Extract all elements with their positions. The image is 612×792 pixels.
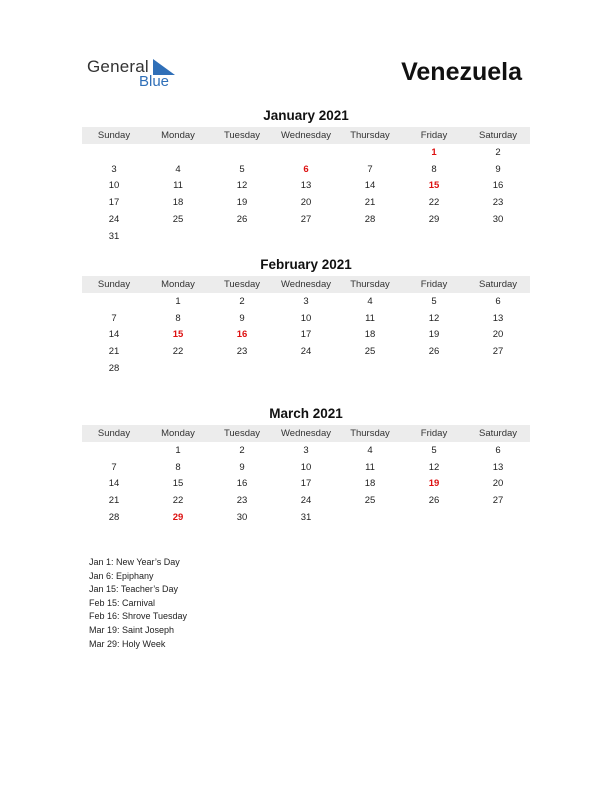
day-cell: 24 [300, 495, 312, 507]
day-cell: 17 [300, 329, 312, 341]
day-cell: 28 [108, 512, 120, 524]
logo-blue-text: Blue [139, 73, 170, 90]
day-cell: 31 [300, 512, 312, 524]
day-cell: 6 [495, 295, 501, 307]
generalblue-logo [87, 57, 187, 93]
day-cell: 20 [492, 329, 504, 341]
day-cell: 5 [431, 295, 437, 307]
day-cell: 22 [172, 346, 184, 358]
holiday-list [89, 556, 187, 651]
day-cell: 12 [428, 312, 440, 324]
month-title: March 2021 [269, 406, 343, 421]
day-cell: 15 [172, 478, 184, 490]
weekday-header-row [82, 276, 530, 293]
weekday-label: Thursday [350, 428, 390, 439]
day-cell: 27 [492, 495, 504, 507]
day-cell: 21 [108, 495, 120, 507]
week-row [82, 228, 530, 245]
day-cell: 13 [492, 312, 504, 324]
day-cell: 3 [303, 295, 309, 307]
day-cell: 3 [303, 444, 309, 456]
day-cell: 22 [172, 495, 184, 507]
day-cell: 10 [108, 180, 120, 192]
week-row [82, 476, 530, 493]
weekday-label: Sunday [97, 130, 131, 141]
holiday-list-item: Jan 6: Epiphany [89, 570, 154, 581]
day-cell: 11 [365, 312, 375, 324]
day-cell: 7 [367, 163, 373, 175]
month-title: January 2021 [263, 108, 349, 123]
day-cell: 29 [428, 214, 440, 226]
day-cell: 2 [239, 295, 245, 307]
day-cell: 16 [492, 180, 504, 192]
day-cell: 30 [492, 214, 504, 226]
day-cell: 21 [364, 197, 376, 209]
weekday-label: Friday [420, 130, 448, 141]
country-title: Venezuela [401, 58, 522, 86]
month-title: February 2021 [260, 257, 352, 272]
weekday-label: Friday [420, 428, 448, 439]
day-cell: 14 [364, 180, 376, 192]
day-cell: 5 [239, 163, 245, 175]
day-cell: 19 [428, 478, 440, 490]
day-cell: 8 [175, 461, 181, 473]
weekday-label: Sunday [97, 428, 131, 439]
logo-general-text: General [87, 57, 149, 76]
day-cell: 11 [365, 461, 375, 473]
weekday-label: Monday [161, 428, 195, 439]
day-cell: 4 [367, 444, 373, 456]
week-row [82, 327, 530, 344]
day-cell: 12 [428, 461, 440, 473]
weekday-label: Tuesday [223, 428, 261, 439]
weekday-label: Monday [161, 279, 195, 290]
holiday-list-item: Mar 19: Saint Joseph [89, 624, 175, 635]
week-row [82, 343, 530, 360]
day-cell: 11 [173, 180, 183, 192]
day-cell: 1 [175, 444, 181, 456]
day-cell: 17 [300, 478, 312, 490]
weekday-label: Wednesday [281, 130, 331, 141]
day-cell: 9 [495, 163, 501, 175]
day-cell: 23 [236, 495, 248, 507]
day-cell: 18 [364, 478, 376, 490]
day-cell: 30 [236, 512, 248, 524]
day-cell: 23 [492, 197, 504, 209]
weekday-label: Thursday [350, 279, 390, 290]
day-cell: 2 [495, 146, 501, 158]
holiday-list-item: Jan 1: New Year’s Day [89, 557, 180, 567]
day-cell: 9 [239, 312, 245, 324]
day-cell: 18 [172, 197, 184, 209]
week-row [82, 459, 530, 476]
weekday-label: Thursday [350, 130, 390, 141]
weekday-label: Saturday [478, 428, 518, 439]
holiday-list-item: Mar 29: Holy Week [89, 638, 166, 649]
week-row [82, 360, 530, 377]
day-cell: 21 [108, 346, 120, 358]
month-calendar-january [82, 108, 530, 245]
day-cell: 16 [236, 478, 248, 490]
day-cell: 2 [239, 444, 245, 456]
day-cell: 19 [428, 329, 440, 341]
day-cell: 8 [431, 163, 437, 175]
day-cell: 29 [172, 512, 184, 524]
weekday-label: Saturday [478, 130, 518, 141]
day-cell: 8 [175, 312, 181, 324]
day-cell: 25 [364, 495, 376, 507]
week-row [82, 211, 530, 228]
week-row [82, 509, 530, 526]
weekday-label: Tuesday [223, 130, 261, 141]
week-row [82, 194, 530, 211]
weekday-header-row [82, 425, 530, 442]
holiday-list-item: Jan 15: Teacher’s Day [89, 584, 179, 595]
day-cell: 24 [300, 346, 312, 358]
day-cell: 26 [428, 495, 440, 507]
day-cell: 10 [300, 461, 312, 473]
weekday-label: Wednesday [281, 428, 331, 439]
day-cell: 16 [236, 329, 248, 341]
day-cell: 25 [172, 214, 184, 226]
day-cell: 24 [108, 214, 120, 226]
day-cell: 22 [428, 197, 440, 209]
day-cell: 6 [495, 444, 501, 456]
day-cell: 7 [111, 461, 117, 473]
day-cell: 27 [492, 346, 504, 358]
holiday-list-item: Feb 15: Carnival [89, 597, 156, 608]
week-row [82, 293, 530, 310]
day-cell: 28 [364, 214, 376, 226]
day-cell: 13 [300, 180, 312, 192]
day-cell: 1 [175, 295, 181, 307]
weekday-label: Saturday [478, 279, 518, 290]
day-cell: 14 [108, 329, 120, 341]
day-cell: 9 [239, 461, 245, 473]
week-row [82, 178, 530, 195]
day-cell: 27 [300, 214, 312, 226]
weekday-label: Friday [420, 279, 448, 290]
day-cell: 26 [428, 346, 440, 358]
weekday-label: Sunday [97, 279, 131, 290]
day-cell: 1 [431, 146, 437, 158]
day-cell: 13 [492, 461, 504, 473]
day-cell: 6 [303, 163, 309, 175]
day-cell: 25 [364, 346, 376, 358]
week-row [82, 144, 530, 161]
day-cell: 4 [367, 295, 373, 307]
week-row [82, 310, 530, 327]
day-cell: 20 [300, 197, 312, 209]
day-cell: 15 [428, 180, 440, 192]
month-calendar-march [82, 406, 530, 526]
weekday-label: Wednesday [281, 279, 331, 290]
day-cell: 18 [364, 329, 376, 341]
day-cell: 31 [108, 230, 120, 242]
weekday-label: Monday [161, 130, 195, 141]
day-cell: 10 [300, 312, 312, 324]
day-cell: 19 [236, 197, 248, 209]
day-cell: 20 [492, 478, 504, 490]
day-cell: 4 [175, 163, 181, 175]
day-cell: 12 [236, 180, 248, 192]
week-row [82, 492, 530, 509]
weekday-header-row [82, 127, 530, 144]
day-cell: 15 [172, 329, 184, 341]
holiday-list-item: Feb 16: Shrove Tuesday [89, 611, 188, 622]
week-row [82, 161, 530, 178]
week-row [82, 442, 530, 459]
day-cell: 28 [108, 363, 120, 375]
day-cell: 3 [111, 163, 117, 175]
day-cell: 7 [111, 312, 117, 324]
day-cell: 14 [108, 478, 120, 490]
day-cell: 17 [108, 197, 120, 209]
day-cell: 5 [431, 444, 437, 456]
weekday-label: Tuesday [223, 279, 261, 290]
month-calendar-february [82, 257, 530, 377]
day-cell: 26 [236, 214, 248, 226]
day-cell: 23 [236, 346, 248, 358]
